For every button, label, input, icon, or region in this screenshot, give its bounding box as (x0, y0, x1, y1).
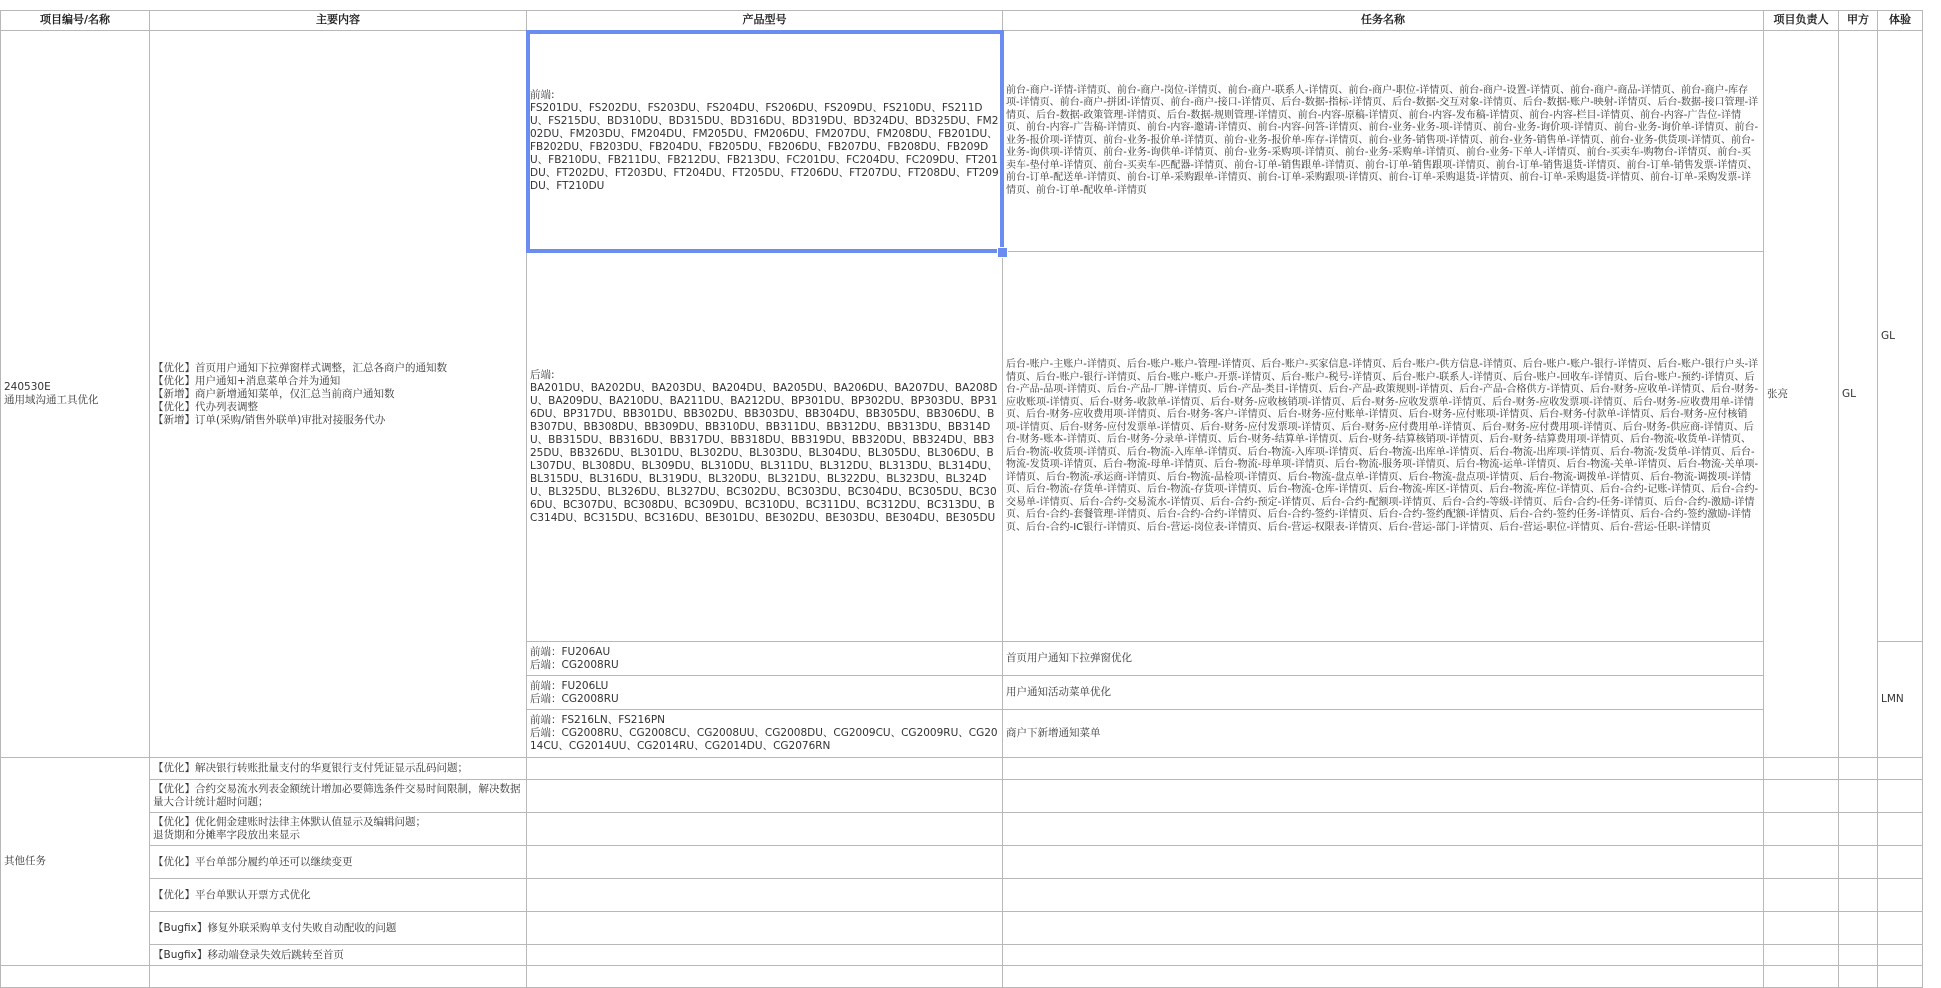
other-content-6: 【Bugfix】修复外联采购单支付失败自动配收的问题 (153, 921, 397, 934)
other-content-cell[interactable] (150, 780, 527, 813)
empty-cell[interactable] (1839, 813, 1878, 846)
header-party-a[interactable]: 甲方 (1839, 10, 1878, 31)
empty-cell[interactable] (1878, 912, 1923, 945)
header-experience[interactable]: 体验 (1878, 10, 1923, 31)
task-5: 商户下新增通知菜单 (1006, 727, 1101, 739)
header-project[interactable]: 项目编号/名称 (0, 10, 150, 31)
empty-cell[interactable] (1878, 879, 1923, 912)
model-backend: 后端: BA201DU、BA202DU、BA203DU、BA204DU、BA205DU、BA206DU、BA207DU、BA208DU、BA209DU、BA210DU、BA211DU、BA212DU、BP301DU、BP302DU、BP303DU、BP316DU、BP317DU、BB301DU、BB302DU、BB303DU、BB304DU、BB305DU、BB306DU、BB307DU、BB308DU、BB309DU、BB310DU、BB311DU、BB312DU、BB313DU、BB314DU、BB315DU、BB316DU、BB317DU、BB318DU、BB319DU、BB320DU、BB324DU、BB325DU、BB326DU、BL301DU、BL302DU、BL303DU、BL304DU、BL305DU、BL306DU、BL307DU、BL308DU、BL309DU、BL310DU、BL311DU、BL312DU、BL313DU、BL314DU、BL315DU、BL316DU、BL319DU、BL320DU、BL321DU、BL322DU、BL323DU、BL324DU、BL325DU、BL326DU、BL327DU、BC302DU、BC303DU、BC304DU、BC305DU、BC306DU、BC307DU、BC308DU、BC309DU、BC310DU、BC311DU、BC312DU、BC313DU、BC314DU、BC315DU、BC316DU、BE301DU、BE302DU、BE303DU、BE304DU、BE305DU (530, 368, 998, 524)
task-cell-3[interactable] (1003, 642, 1764, 676)
empty-cell[interactable] (1839, 945, 1878, 966)
model-5: 前端：FS216LN、FS216PN 后端：CG2008RU、CG2008CU、CG2008UU、CG2008DU、CG2009CU、CG2009RU、CG2014CU、CG2014UU、CG2014RU、CG2014DU、CG2076RN (530, 714, 998, 752)
empty-cell[interactable] (1839, 912, 1878, 945)
project-name: 240530E 通用域沟通工具优化 (4, 381, 99, 406)
other-content-7: 【Bugfix】移动端登录失效后跳转至首页 (153, 948, 344, 961)
task-3: 首页用户通知下拉弹窗优化 (1006, 652, 1132, 664)
other-name-cell[interactable] (0, 758, 150, 966)
empty-cell[interactable] (1003, 813, 1764, 846)
model-cell-backend[interactable] (527, 252, 1003, 642)
other-content-cell[interactable] (150, 945, 527, 966)
empty-cell[interactable] (1003, 846, 1764, 879)
empty-cell[interactable] (1878, 846, 1923, 879)
empty-cell[interactable] (1878, 966, 1923, 988)
model-cell-3[interactable] (527, 642, 1003, 676)
empty-cell[interactable] (1839, 966, 1878, 988)
empty-cell[interactable] (527, 758, 1003, 780)
empty-cell[interactable] (1003, 758, 1764, 780)
empty-cell[interactable] (1839, 780, 1878, 813)
other-content-4: 【优化】平台单部分履约单还可以继续变更 (153, 855, 353, 868)
empty-cell[interactable] (150, 966, 527, 988)
project-exp-2: LMN (1881, 693, 1904, 705)
empty-cell[interactable] (1764, 966, 1839, 988)
project-exp-cell-2[interactable] (1878, 642, 1923, 758)
project-owner: 张亮 (1767, 387, 1788, 400)
empty-cell[interactable] (527, 846, 1003, 879)
other-content-cell[interactable] (150, 846, 527, 879)
empty-cell[interactable] (1764, 780, 1839, 813)
other-content-2: 【优化】合约交易流水列表金额统计增加必要筛选条件交易时间限制，解决数据量大合计统计超时问题； (153, 783, 521, 808)
empty-cell[interactable] (527, 813, 1003, 846)
task-4: 用户通知活动菜单优化 (1006, 686, 1111, 698)
empty-cell[interactable] (527, 912, 1003, 945)
header-task[interactable]: 任务名称 (1003, 10, 1764, 31)
project-content-cell[interactable] (150, 31, 527, 758)
empty-cell[interactable] (0, 966, 150, 988)
task-backend: 后台-账户-主账户-详情页、后台-账户-账户-管理-详情页、后台-账户-买家信息-详情页、后台-账户-供方信息-详情页、后台-账户-账户-银行-详情页、后台-账户-银行户头-详情页、后台-账户-银行-详情页、后台-账户-账户-开票-详情页、后台-账户-税号-详情页、后台-账户-联系人-详情页、后台-账户-回收车-详情页、后台-账户-预约-详情页、后台-产品-品项-详情页、后台-产品-厂牌-详情页、后台-产品-类目-详情页、后台-产品-政策规则-详情页、后台-产品-合格供方-详情页、后台-财务-应收单-详情页、后台-财务-应收账项-详情页、后台-财务-收款单-详情页、后台-财务-应收核销项-详情页、后台-财务-应收发票单-详情页、后台-财务-应收发票项-详情页、后台-财务-应收费用单-详情页、后台-财务-应收费用项-详情页、后台-财务-客户-详情页、后台-财务-应付账单-详情页、后台-财务-应付账项-详情页、后台-财务-付款单-详情页、后台-财务-应付核销项-详情页、后台-财务-应付发票单-详情页、后台-财务-应付发票项-详情页、后台-财务-应付费用单-详情页、后台-财务-应付费用项-详情页、后台-财务-供应商-详情页、后台-财务-账本-详情页、后台-财务-分录单-详情页、后台-财务-结算单-详情页、后台-财务-结算核销项-详情页、后台-财务-结算费用项-详情页、后台-物流-收货单-详情页、后台-物流-收货项-详情页、后台-物流-入库单-详情页、后台-物流-入库项-详情页、后台-物流-出库单-详情页、后台-物流-出库项-详情页、后台-物流-发货单-详情页、后台-物流-发货项-详情页、后台-物流-母单-详情页、后台-物流-母单项-详情页、后台-物流-服务项-详情页、后台-物流-运单-详情页、后台-物流-关单-详情页、后台-物流-关单项-详情页、后台-物流-承运商-详情页、后台-物流-品检项-详情页、后台-物流-盘点单-详情页、后台-物流-盘点项-详情页、后台-物流-调拨单-详情页、后台-物流-调拨项-详情页、后台-物流-存货单-详情页、后台-物流-存货项-详情页、后台-物流-仓库-详情页、后台-物流-库区-详情页、后台-物流-库位-详情页、后台-合约-记账-详情页、后台-合约-交易单-详情页、后台-合约-交易流水-详情页、后台-合约-预定-详情页、后台-合约-配额项-详情页、后台-合约-等级-详情页、后台-合约-任务-详情页、后台-合约-激励-详情页、后台-合约-套餐管理-详情页、后台-合约-合约-详情页、后台-合约-签约-详情页、后台-合约-签约配额-详情页、后台-合约-签约任务-详情页、后台-合约-签约激励-详情页、后台-合约-IC银行-详情页、后台-营运-岗位表-详情页、后台-营运-权限表-详情页、后台-营运-部门-详情页、后台-营运-职位-详情页、后台-营运-任职-详情页 (1006, 359, 1759, 533)
empty-cell[interactable] (1839, 879, 1878, 912)
selection-fill-handle[interactable] (997, 247, 1008, 258)
header-model[interactable]: 产品型号 (527, 10, 1003, 31)
header-content[interactable]: 主要内容 (150, 10, 527, 31)
project-exp-1: GL (1881, 329, 1895, 342)
empty-cell[interactable] (527, 879, 1003, 912)
other-content-cell[interactable] (150, 912, 527, 945)
model-cell-5[interactable] (527, 710, 1003, 758)
other-content-5: 【优化】平台单默认开票方式优化 (153, 888, 311, 901)
empty-cell[interactable] (1003, 879, 1764, 912)
other-content-3: 【优化】优化佣金建账时法律主体默认值显示及编辑问题； 退货期和分摊率字段放出来显示 (153, 816, 426, 841)
empty-cell[interactable] (527, 945, 1003, 966)
project-name-cell[interactable] (0, 31, 150, 758)
empty-cell[interactable] (1003, 945, 1764, 966)
empty-cell[interactable] (1003, 912, 1764, 945)
empty-cell[interactable] (527, 966, 1003, 988)
task-frontend: 前台-商户-详情-详情页、前台-商户-岗位-详情页、前台-商户-联系人-详情页、前台-商户-职位-详情页、前台-商户-设置-详情页、前台-商户-商品-详情页、前台-商户-库存项-详情页、前台-商户-拼团-详情页、前台-商户-接口-详情页、后台-数据-指标-详情页、后台-数据-交互对象-详情页、后台-数据-账户-映射-详情页、后台-数据-接口管理-详情页、后台-数据-政策管理-详情页、后台-数据-规则管理-详情页、前台-内容-原稿-详情页、前台-内容-发布稿-详情页、前台-内容-栏目-详情页、前台-内容-广告位-详情页、前台-内容-广告稿-详情页、前台-内容-邀请-详情页、前台-内容-问答-详情页、前台-业务-业务-项-详情页、前台-业务-询价项-详情页、前台-业务-询价单-详情页、前台-业务-报价项-详情页、前台-业务-报价单-详情页、前台-业务-报价单-库存-详情页、前台-业务-销售项-详情页、前台-业务-销售单-详情页、前台-业务-供货项-详情页、前台-业务-询供项-详情页、前台-业务-询供单-详情页、前台-业务-采购项-详情页、前台-业务-采购单-详情页、前台-业务-下单人-详情页、前台-买卖车-购物台-详情页、前台-买卖车-垫付单-详情页、前台-买卖车-匹配器-详情页、前台-订单-销售跟单-详情页、前台-订单-销售跟项-详情页、前台-订单-销售退货-详情页、前台-订单-销售发票-详情页、前台-订单-配送单-详情页、前台-订单-采购跟单-详情页、前台-订单-采购跟项-详情页、前台-订单-采购退货-详情页、前台-订单-采购退货-详情页、前台-订单-采购发票-详情页、前台-订单-配收单-详情页 (1006, 84, 1759, 196)
empty-cell[interactable] (1839, 846, 1878, 879)
empty-cell[interactable] (1003, 966, 1764, 988)
header-owner[interactable]: 项目负责人 (1764, 10, 1839, 31)
other-content-cell[interactable] (150, 758, 527, 780)
empty-cell[interactable] (1878, 945, 1923, 966)
empty-cell[interactable] (1764, 945, 1839, 966)
task-cell-5[interactable] (1003, 710, 1764, 758)
other-content-cell[interactable] (150, 879, 527, 912)
empty-cell[interactable] (1764, 846, 1839, 879)
model-cell-frontend[interactable] (527, 31, 1003, 252)
model-4: 前端：FU206LU 后端：CG2008RU (530, 679, 619, 705)
empty-cell[interactable] (1878, 813, 1923, 846)
empty-cell[interactable] (1839, 758, 1878, 780)
empty-cell[interactable] (1764, 879, 1839, 912)
empty-cell[interactable] (1878, 780, 1923, 813)
project-content: 【优化】首页用户通知下拉弹窗样式调整，汇总各商户的通知数 【优化】用户通知+消息菜单合并为通知 【新增】商户新增通知菜单，仅汇总当前商户通知数 【优化】代办列表调整 【新增】订单(采购/销售外联单)审批对接服务代办 (153, 361, 447, 426)
task-cell-4[interactable] (1003, 676, 1764, 710)
other-content-1: 【优化】解决银行转账批量支付的华夏银行支付凭证显示乱码问题； (153, 762, 468, 774)
project-owner-cell[interactable] (1764, 31, 1839, 758)
model-3: 前端：FU206AU 后端：CG2008RU (530, 645, 619, 671)
project-party-a-cell[interactable] (1839, 31, 1878, 758)
other-content-cell[interactable] (150, 813, 527, 846)
project-exp-cell-1[interactable] (1878, 31, 1923, 642)
empty-cell[interactable] (1003, 780, 1764, 813)
empty-cell[interactable] (527, 780, 1003, 813)
model-frontend: 前端: FS201DU、FS202DU、FS203DU、FS204DU、FS206DU、FS209DU、FS210DU、FS211DU、FS215DU、BD310DU、BD315DU、BD316DU、BD319DU、BD324DU、BD325DU、FM202DU、FM203DU、FM204DU、FM205DU、FM206DU、FM207DU、FM208DU、FB201DU、FB202DU、FB203DU、FB204DU、FB205DU、FB206DU、FB207DU、FB208DU、FB209DU、FB210DU、FB211DU、FB212DU、FB213DU、FC201DU、FC204DU、FC209DU、FT201DU、FT202DU、FT203DU、FT204DU、FT205DU、FT206DU、FT207DU、FT208DU、FT209DU、FT210DU (530, 89, 999, 192)
other-name: 其他任务 (4, 855, 46, 867)
project-party-a: GL (1842, 387, 1856, 400)
empty-cell[interactable] (1764, 813, 1839, 846)
task-cell-frontend[interactable] (1003, 31, 1764, 252)
empty-cell[interactable] (1764, 912, 1839, 945)
model-cell-4[interactable] (527, 676, 1003, 710)
empty-cell[interactable] (1764, 758, 1839, 780)
empty-cell[interactable] (1878, 758, 1923, 780)
task-cell-backend[interactable] (1003, 252, 1764, 642)
